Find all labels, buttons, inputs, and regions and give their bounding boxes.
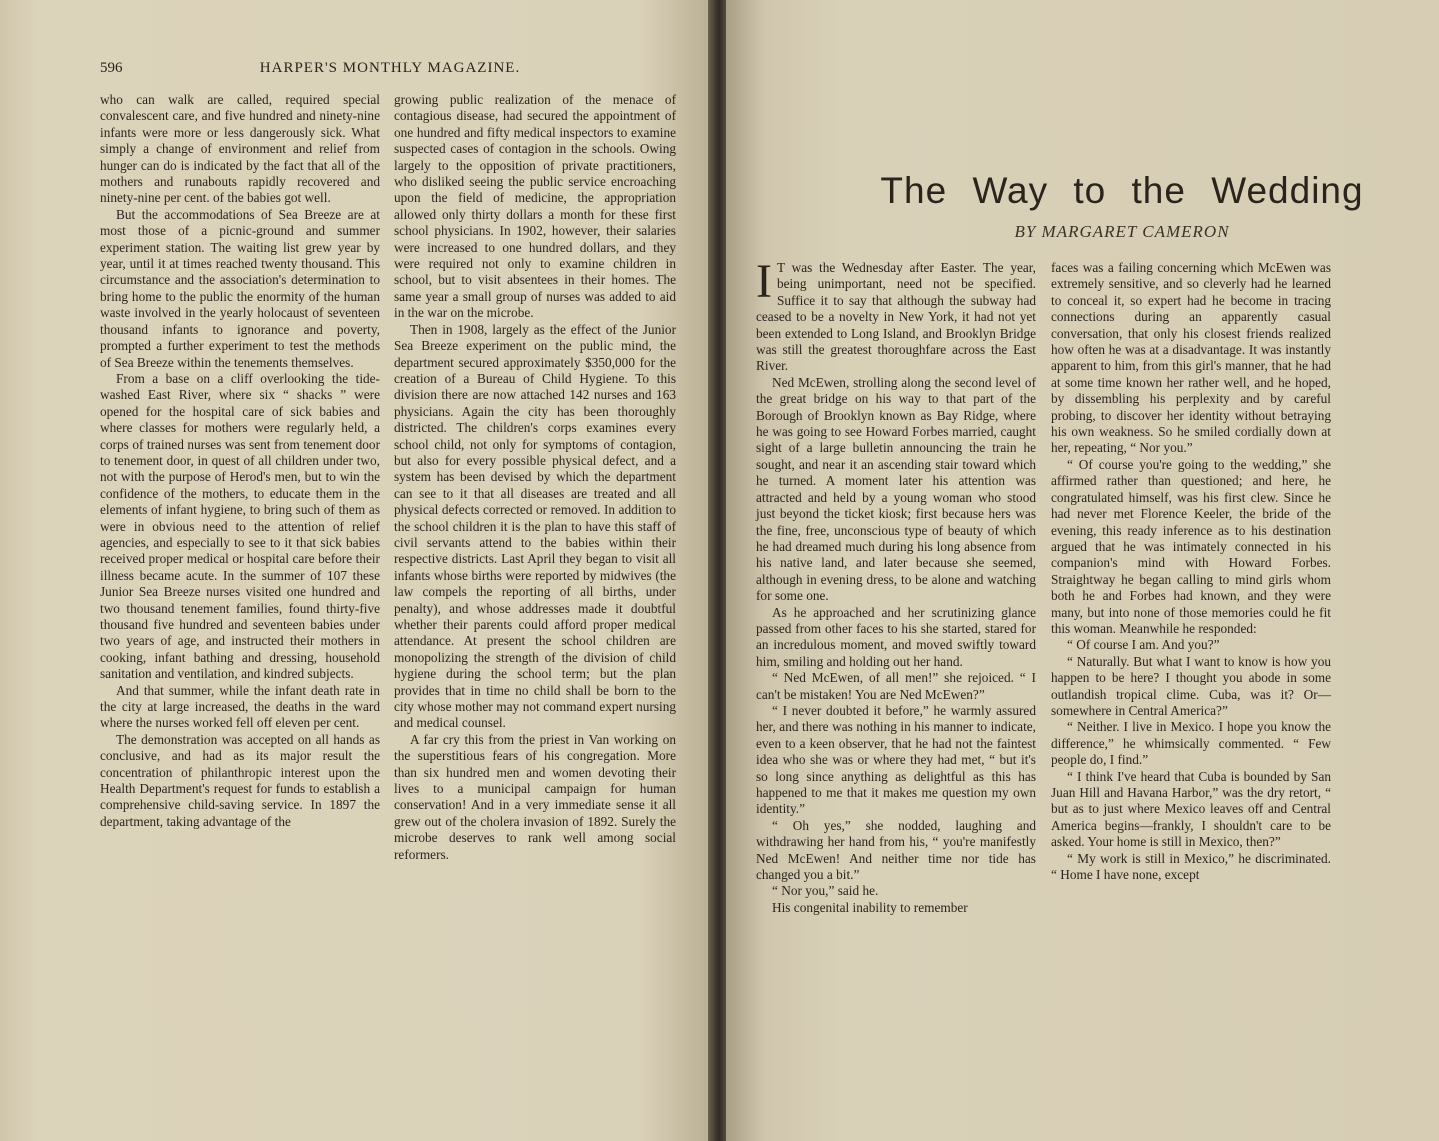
paragraph: “ Neither. I live in Mexico. I hope you know the difference,” he whimsically commented. “ Few people do, I find.” <box>1051 719 1331 768</box>
paragraph: From a base on a cliff overlooking the tide-washed East River, where six “ shacks ” were opened for the hospital care of sick babies and where classes for mothers were regularly held, a corps of trained nurses was sent from tenement door to tenement door, in quest of all children under two, not with the purpose of Herod's men, but to win the confidence of the mothers, to educate them in the elements of infant hygiene, to bring such of them as were in obvious need to the attention of relief agencies, and especially to see to it that sick babies received proper medical or hospital care before their illness became acute. In the summer of 107 these Junior Sea Breeze nurses visited one hundred and two thousand tenement families, found thirty-five thousand five hundred and seventeen babies under two years of age, and instructed their mothers in cooking, infant bathing and dressing, household sanitation and ventilation, and kindred subjects. <box>100 370 380 682</box>
right-page-column-2 <box>1051 260 1331 883</box>
right-page-column-1 <box>756 255 1036 916</box>
paragraph: growing public realization of the menace of contagious disease, had secured the appointment of one hundred and fifty medical inspectors to examine suspected cases of contagion in the schools. Owing largely to the opposition of private practitioners, who disliked seeing the public service encroaching upon the field of medicine, the appropriation allowed only thirty dollars a month for these first school physicians. In 1902, however, their salaries were increased to one hundred dollars, and they were required not only to examine children in school, but to visit absentees in their homes. The same year a small group of nurses was added to aid in the war on the microbe. <box>394 92 676 321</box>
paragraph: “ I never doubted it before,” he warmly assured her, and there was nothing in his manner to indicate, even to a keen observer, that he had not the faintest idea who she was or where they had met, “ but it's so long since anything as delightful as this has happened to me that it makes me question my own identity.” <box>756 702 1036 817</box>
article-title: The Way to the Wedding <box>880 170 1364 211</box>
opening-text: T was the Wednesday after Easter. The year, being unimportant, need not be specified. Suffice it to say that although the subway had ceased to be a novelty in New York, it had not yet been extended to Long Island, and Brooklyn Bridge was still the greatest thoroughfare across the East River. <box>756 260 1036 374</box>
paragraph: “ Oh yes,” she nodded, laughing and withdrawing her hand from his, “ you're manifestly Ned McEwen! And neither time nor tide has changed you a bit.” <box>756 817 1036 883</box>
page-number: 596 <box>100 60 123 76</box>
paragraph: But the accommodations of Sea Breeze are at most those of a picnic-ground and summer experiment station. The waiting list grew year by year, until it at times reached twenty thousand. This circumstance and the association's determination to bring home to the public the enormity of the human waste involved in the yearly holocaust of seventeen thousand infants to ignorance and poverty, prompted a further experiment to test the methods of Sea Breeze within the tenements themselves. <box>100 206 380 370</box>
paragraph: His congenital inability to remember <box>772 899 968 915</box>
paragraph: “ Of course I am. And you?” <box>1067 637 1220 653</box>
paragraph: As he approached and her scrutinizing glance passed from other faces to his she started, stared for an incredulous moment, and moved swiftly toward him, smiling and holding out her hand. <box>756 604 1036 669</box>
left-page <box>0 0 712 1141</box>
paragraph: “ Nor you,” said he. <box>772 883 879 899</box>
byline: BY MARGARET CAMERON <box>1014 222 1230 241</box>
running-head <box>100 60 680 82</box>
left-page-column-2 <box>394 92 676 863</box>
paragraph: “ Ned McEwen, of all men!” she rejoiced. “ I can't be mistaken! You are Ned McEwen?” <box>756 670 1036 702</box>
right-page <box>726 0 1439 1141</box>
paragraph: “ I think I've heard that Cuba is bounded by San Juan Hill and Havana Harbor,” was the dry retort, “ but as to just where Mexico leaves off and Central America begins—frankly, I shouldn't care to be asked. Your home is still in Mexico, then?” <box>1051 768 1331 850</box>
opening-paragraph <box>756 255 1036 375</box>
paragraph: Ned McEwen, strolling along the second level of the great bridge on his way to that part of the Borough of Brooklyn known as Bay Ridge, where he was going to see Howard Forbes married, caught sight of a large bulletin announcing the train he sought, and near it an ascending stair toward which he turned. A moment later his attention was attracted and held by a young woman who stood just beyond the ticket kiosk; first because hers was the fine, free, unconscious type of beauty of which he had dreamed much during his long absence from his native land, and later because she seemed, although in evening dress, to be alone and watching for some one. <box>756 374 1036 604</box>
paragraph: A far cry this from the priest in Van working on the superstitious fears of his congregation. More than six hundred men and women devoting their lives to a municipal campaign for human conservation! And in a very immediate sense it all grew out of the cholera invasion of 1892. Surely the microbe deserves to rank well among social reformers. <box>394 731 676 862</box>
paragraph: The demonstration was accepted on all hands as conclusive, and had as its major result the concentration of philanthropic interest upon the Health Department's request for funds to establish a comprehensive child-saving service. In 1897 the department, taking advantage of the <box>100 731 380 829</box>
paragraph: And that summer, while the infant death rate in the city at large increased, the deaths in the ward where the nurses worked fell off eleven per cent. <box>100 682 380 731</box>
left-page-column-1 <box>100 92 380 830</box>
paragraph: faces was a failing concerning which McEwen was extremely sensitive, and so cleverly had he learned to conceal it, so expert had he become in tracing connections during an apparently casual conversation, that only his closest friends realized how often he was at a disadvantage. It was instantly apparent to him, from this girl's manner, that he had at some time known her rather well, and he hoped, by dissembling his perplexity and by careful probing, to discover her identity without betraying his own weakness. So he smiled cordially down at her, repeating, “ Nor you.” <box>1051 260 1331 456</box>
paragraph: “ Of course you're going to the wedding,” she affirmed rather than questioned; and here, he congratulated himself, was his first clew. Since he had never met Florence Keeler, the bride of the evening, this ready inference as to his destination argued that he was intimately connected in his companion's mind with Howard Forbes. Straightway he began calling to mind girls whom both he and Forbes had known, and they were many, but into none of those memories could he fit this woman. Meanwhile he responded: <box>1051 456 1331 636</box>
paragraph: “ Naturally. But what I want to know is how you happen to be here? I thought you abode in some outlandish tropical clime. Cuba, was it? Or—somewhere in Central America?” <box>1051 653 1331 718</box>
paragraph: “ My work is still in Mexico,” he discriminated. “ Home I have none, except <box>1051 850 1331 883</box>
magazine-title: HARPER'S MONTHLY MAGAZINE. <box>259 60 521 76</box>
drop-cap: I <box>756 255 772 308</box>
paragraph: who can walk are called, required special convalescent care, and five hundred and ninety-nine infants were more or less dangerously sick. What simply a change of environment and relief from hunger can do is indicated by the fact that all of the mothers and runabouts rapidly recovered and ninety-nine per cent. of the babies got well. <box>100 92 380 206</box>
paragraph: Then in 1908, largely as the effect of the Junior Sea Breeze experiment on the public mind, the department secured approximately $350,000 for the creation of a Bureau of Child Hygiene. To this division there are now attached 142 nurses and 163 physicians. Again the city has been thoroughly districted. The children's corps examines every school child, not only for symptoms of contagion, but also for every possible physical defect, and a system has been devised by which the department can see to it that all diseases are treated and all physical defects corrected or removed. In addition to the school children it is the plan to have this staff of civil servants attend to the babies within their respective districts. Last April they began to visit all infants whose births were reported by midwives (the law compels the reporting of all births, under penalty), and whose addresses made it doubtful whether their parents could afford proper medical attendance. At present the school children are monopolizing the strength of the division of child hygiene during the school term; but the plan provides that in time no child shall be born to the city whose mother may not command expert nursing and medical counsel. <box>394 321 676 731</box>
